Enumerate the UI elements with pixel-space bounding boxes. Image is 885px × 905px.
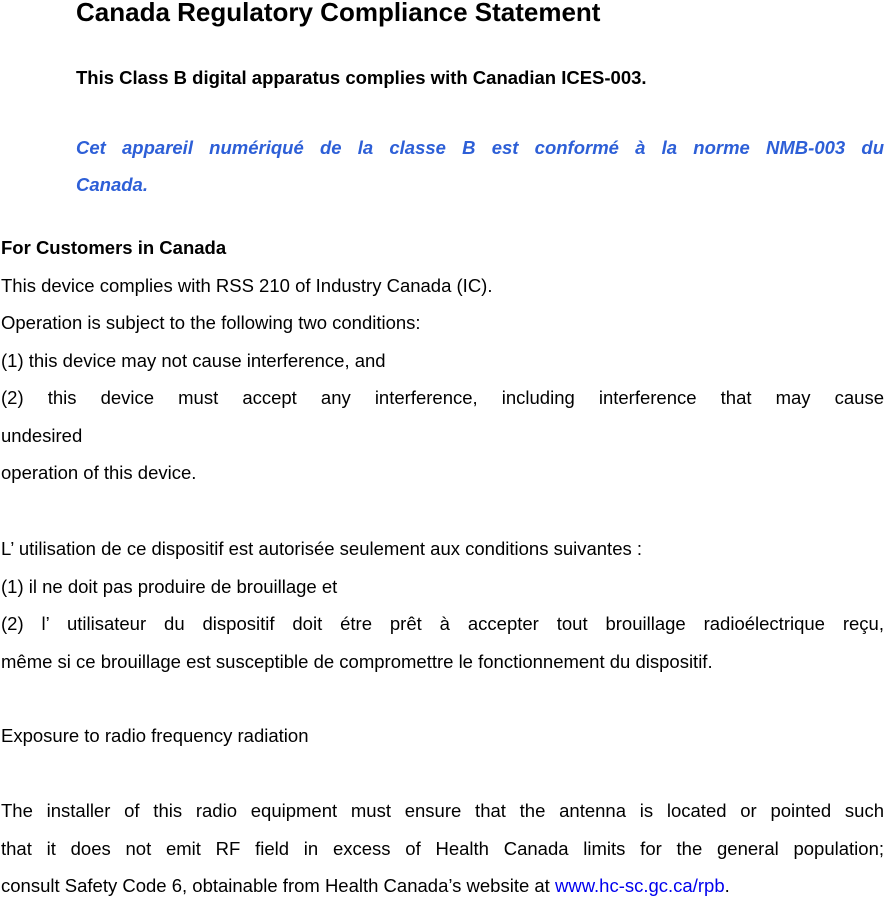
customers-section <box>1 229 884 492</box>
french-intro: L’ utilisation de ce dispositif est autorisée seulement aux conditions suivantes : <box>1 538 643 559</box>
condition-2-line1: (2) this device must accept any interference, including interference that may cause <box>1 387 884 408</box>
ices-statement-french-line2: Canada. <box>76 174 148 195</box>
exposure-line3 <box>1 867 884 905</box>
ices-statement-french <box>76 129 884 203</box>
ices-statement-english: This Class B digital apparatus complies with Canadian ICES-003. <box>76 67 647 88</box>
ices-statement-french-line1: Cet appareil numériqué de la classe B est conformé à la norme NMB-003 du <box>76 137 884 158</box>
exposure-line1: The installer of this radio equipment must ensure that the antenna is located or pointed such <box>1 800 884 821</box>
condition-1: (1) this device may not cause interference, and <box>1 349 386 371</box>
french-condition-2-line2: même si ce brouillage est susceptible de compromettre le fonctionnement du dispositif. <box>1 650 713 672</box>
exposure-line3-period: . <box>724 875 730 896</box>
rss-statement: This device complies with RSS 210 of Industry Canada (IC). <box>1 274 493 296</box>
french-conditions-section <box>1 530 884 680</box>
health-canada-link[interactable]: www.hc-sc.gc.ca/rpb <box>554 875 725 896</box>
condition-2-line2: undesired <box>1 424 83 446</box>
exposure-body <box>1 792 884 905</box>
operation-statement: Operation is subject to the following two conditions: <box>1 312 421 333</box>
exposure-heading: Exposure to radio frequency radiation <box>1 725 309 746</box>
exposure-line2: that it does not emit RF field in excess of Health Canada limits for the general population; <box>1 837 884 859</box>
french-condition-2-line1: (2) l’ utilisateur du dispositif doit étre prêt à accepter tout brouillage radioélectrique reçu, <box>1 613 884 634</box>
condition-2-line3: operation of this device. <box>1 462 197 483</box>
customers-heading: For Customers in Canada <box>1 237 227 258</box>
page-title: Canada Regulatory Compliance Statement <box>76 0 601 27</box>
exposure-line3-text: consult Safety Code 6, obtainable from Health Canada’s website at <box>1 875 555 896</box>
french-condition-1: (1) il ne doit pas produire de brouillage et <box>1 575 338 597</box>
exposure-section <box>1 717 884 755</box>
